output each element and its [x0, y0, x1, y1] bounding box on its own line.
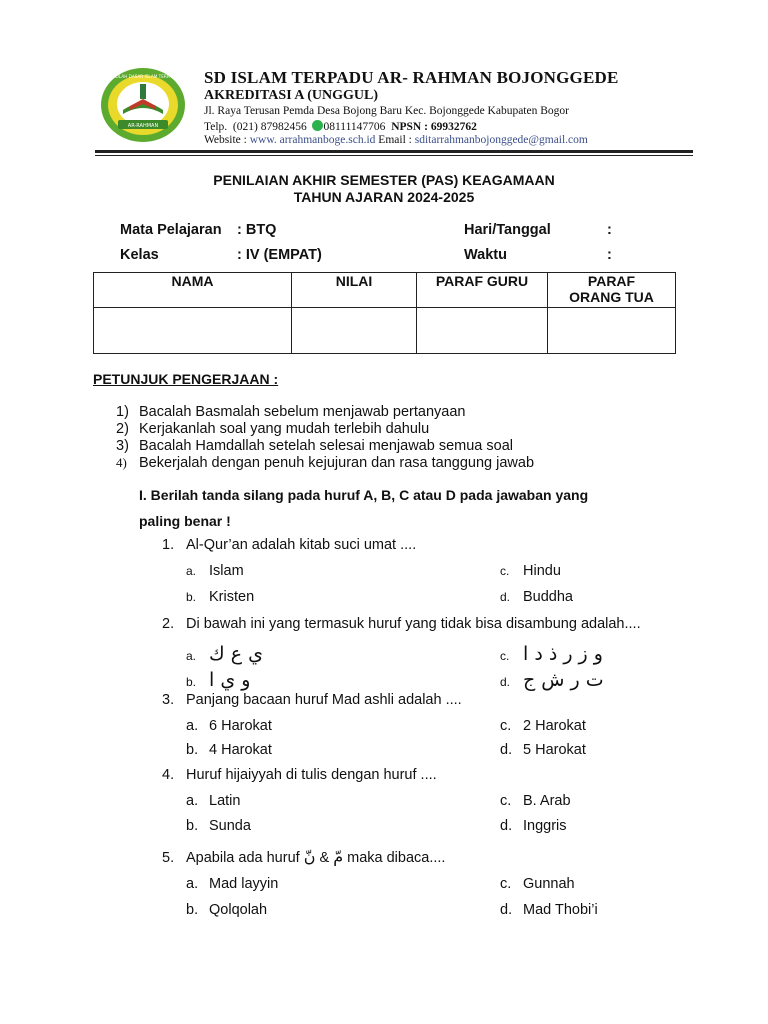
instruction-item	[116, 438, 513, 454]
school-address: Jl. Raya Terusan Pemda Desa Bojong Baru Kec. Bojonggede Kabupaten Bogor	[204, 105, 569, 117]
question-num: 1.	[162, 537, 175, 553]
header-divider-thick	[95, 150, 693, 153]
question-num: 2.	[162, 616, 175, 632]
q1-option-b[interactable]	[186, 589, 254, 605]
logo-ring-text: SEKOLAH DASAR ISLAM TERPADU	[107, 74, 179, 79]
question-2	[162, 616, 641, 632]
header-paraf-orang-tua	[548, 273, 676, 308]
option-text: Latin	[209, 793, 241, 809]
question-num: 5.	[162, 850, 175, 866]
option-arabic: و ز ر ذ د ا	[523, 643, 603, 665]
question-text: Di bawah ini yang termasuk huruf yang tidak bisa disambung adalah....	[186, 616, 641, 632]
option-text: Inggris	[523, 818, 567, 834]
question-4	[162, 767, 437, 783]
option-arabic: ت ر ش ج	[523, 669, 604, 691]
question-1	[162, 537, 416, 553]
section-heading: I. Berilah tanda silang pada huruf A, B, C atau D pada jawaban yang	[139, 487, 589, 503]
option-letter: a.	[186, 718, 199, 734]
arabic-glyph-mim: مّ	[333, 847, 344, 866]
header-orang-tua-text: ORANG TUA	[569, 289, 654, 305]
contact-line	[204, 120, 477, 133]
instruction-text: Kerjakanlah soal yang mudah terlebih dahulu	[139, 421, 430, 437]
q5-option-a[interactable]	[186, 876, 278, 892]
option-letter: d.	[500, 742, 513, 758]
time-value: :	[607, 247, 612, 263]
option-text: B. Arab	[523, 793, 571, 809]
instruction-text: Bacalah Hamdallah setelah selesai menjawab semua soal	[139, 438, 513, 454]
q5-option-d[interactable]	[500, 902, 598, 918]
q2-option-a[interactable]	[186, 643, 263, 665]
exam-year: TAHUN AJARAN 2024-2025	[293, 189, 475, 205]
header-divider-thin	[95, 155, 693, 156]
header-paraf-guru: PARAF GURU	[417, 273, 548, 308]
school-name: SD ISLAM TERPADU AR- RAHMAN BOJONGGEDE	[204, 68, 619, 87]
instruction-num: 1)	[116, 404, 129, 420]
email-label: Email :	[378, 134, 412, 146]
day-value: :	[607, 222, 612, 238]
q5-option-c[interactable]	[500, 876, 575, 892]
option-letter: c.	[500, 876, 512, 892]
question-text-end: maka dibaca....	[347, 850, 446, 866]
option-arabic: و ي ا	[209, 669, 251, 691]
option-text: Gunnah	[523, 876, 575, 892]
option-letter: b.	[186, 675, 197, 689]
option-letter: a.	[186, 876, 199, 892]
instruction-item	[116, 455, 534, 471]
q4-option-a[interactable]	[186, 793, 240, 809]
phone-label: Telp.	[204, 121, 228, 133]
q4-option-b[interactable]	[186, 818, 251, 834]
class-label: Kelas	[120, 247, 159, 263]
instruction-num: 2)	[116, 421, 129, 437]
school-logo	[100, 66, 186, 144]
q2-option-d[interactable]	[500, 669, 604, 691]
option-letter: c.	[500, 564, 510, 578]
instructions-heading: PETUNJUK PENGERJAAN :	[93, 371, 279, 387]
header-paraf-text: PARAF	[587, 273, 636, 289]
option-text: Buddha	[523, 589, 573, 605]
question-text: Panjang bacaan huruf Mad ashli adalah ....	[186, 692, 462, 708]
class-value: : IV (EMPAT)	[237, 247, 322, 263]
option-letter: b.	[186, 818, 199, 834]
option-letter: a.	[186, 649, 197, 663]
option-text: Sunda	[209, 818, 251, 834]
phone-number: (021) 87982456	[232, 121, 307, 133]
whatsapp-icon	[312, 120, 323, 131]
instruction-item	[116, 421, 429, 437]
instruction-item	[116, 404, 465, 420]
option-text: Mad Thobi’i	[523, 902, 598, 918]
q1-option-d[interactable]	[500, 589, 573, 605]
option-letter: d.	[500, 590, 511, 604]
subject-value: : BTQ	[237, 222, 277, 238]
day-label: Hari/Tanggal	[464, 222, 551, 238]
option-letter: b.	[186, 742, 199, 758]
npsn-number: 69932762	[430, 121, 477, 133]
option-letter: b.	[186, 590, 197, 604]
arabic-glyph-nun: نّ	[303, 847, 316, 866]
option-text: 6 Harokat	[209, 718, 272, 734]
logo-banner-text: AR-RAHMAN	[127, 123, 159, 129]
instruction-text: Bekerjalah dengan penuh kejujuran dan rasa tanggung jawab	[139, 455, 535, 471]
cell-paraf-orang-tua[interactable]	[548, 308, 676, 354]
question-num: 4.	[162, 767, 175, 783]
time-label: Waktu	[464, 247, 507, 263]
q3-option-d[interactable]	[500, 742, 586, 758]
option-text: Islam	[209, 563, 244, 579]
q3-option-c[interactable]	[500, 718, 586, 734]
npsn-label: NPSN :	[391, 121, 428, 133]
option-letter: d.	[500, 818, 513, 834]
question-num: 3.	[162, 692, 175, 708]
ampersand: &	[319, 850, 330, 866]
question-text: Al-Qur’an adalah kitab suci umat ....	[186, 537, 417, 553]
q1-option-c[interactable]	[500, 563, 561, 579]
option-letter: c.	[500, 649, 510, 663]
q2-option-c[interactable]	[500, 643, 603, 665]
q4-option-c[interactable]	[500, 793, 571, 809]
option-letter: d.	[500, 902, 513, 918]
q3-option-a[interactable]	[186, 718, 272, 734]
option-text: Mad layyin	[209, 876, 279, 892]
option-letter: a.	[186, 564, 197, 578]
q5-option-b[interactable]	[186, 902, 267, 918]
option-text: Hindu	[523, 563, 561, 579]
option-letter: c.	[500, 718, 512, 734]
question-5	[162, 847, 445, 866]
q3-option-b[interactable]	[186, 742, 272, 758]
option-letter: a.	[186, 793, 199, 809]
option-arabic: ي ع ك	[209, 643, 263, 665]
signature-table	[93, 272, 676, 354]
question-3	[162, 692, 462, 708]
option-letter: d.	[500, 675, 511, 689]
website-label: Website :	[204, 134, 247, 146]
whatsapp-number: 08111147706	[323, 121, 386, 133]
q4-option-d[interactable]	[500, 818, 567, 834]
instruction-num: 4)	[116, 455, 127, 470]
option-text: Kristen	[209, 589, 255, 605]
email-link[interactable]: sditarrahmanbojonggede@gmail.com	[414, 134, 588, 146]
cell-nama[interactable]	[94, 308, 292, 354]
instruction-num: 3)	[116, 438, 129, 454]
cell-paraf-guru[interactable]	[417, 308, 548, 354]
option-text: 4 Harokat	[209, 742, 272, 758]
section-heading-cont: paling benar !	[139, 513, 231, 529]
q2-option-b[interactable]	[186, 669, 250, 691]
accreditation: AKREDITASI A (UNGGUL)	[204, 88, 378, 103]
header-nama: NAMA	[94, 273, 292, 308]
option-letter: c.	[500, 793, 512, 809]
q1-option-a[interactable]	[186, 563, 244, 579]
question-text: Huruf hijaiyyah di tulis dengan huruf ....	[186, 767, 437, 783]
option-letter: b.	[186, 902, 199, 918]
option-text: 2 Harokat	[523, 718, 586, 734]
option-text: Qolqolah	[209, 902, 268, 918]
website-line	[204, 134, 588, 146]
exam-title: PENILAIAN AKHIR SEMESTER (PAS) KEAGAMAAN	[213, 172, 555, 188]
cell-nilai[interactable]	[292, 308, 417, 354]
option-text: 5 Harokat	[523, 742, 586, 758]
header-nilai: NILAI	[292, 273, 417, 308]
subject-label: Mata Pelajaran	[120, 222, 222, 238]
question-text: Apabila ada huruf	[186, 850, 300, 866]
website-link[interactable]: www. arrahmanboge.sch.id	[249, 134, 376, 146]
instruction-text: Bacalah Basmalah sebelum menjawab pertanyaan	[139, 404, 466, 420]
